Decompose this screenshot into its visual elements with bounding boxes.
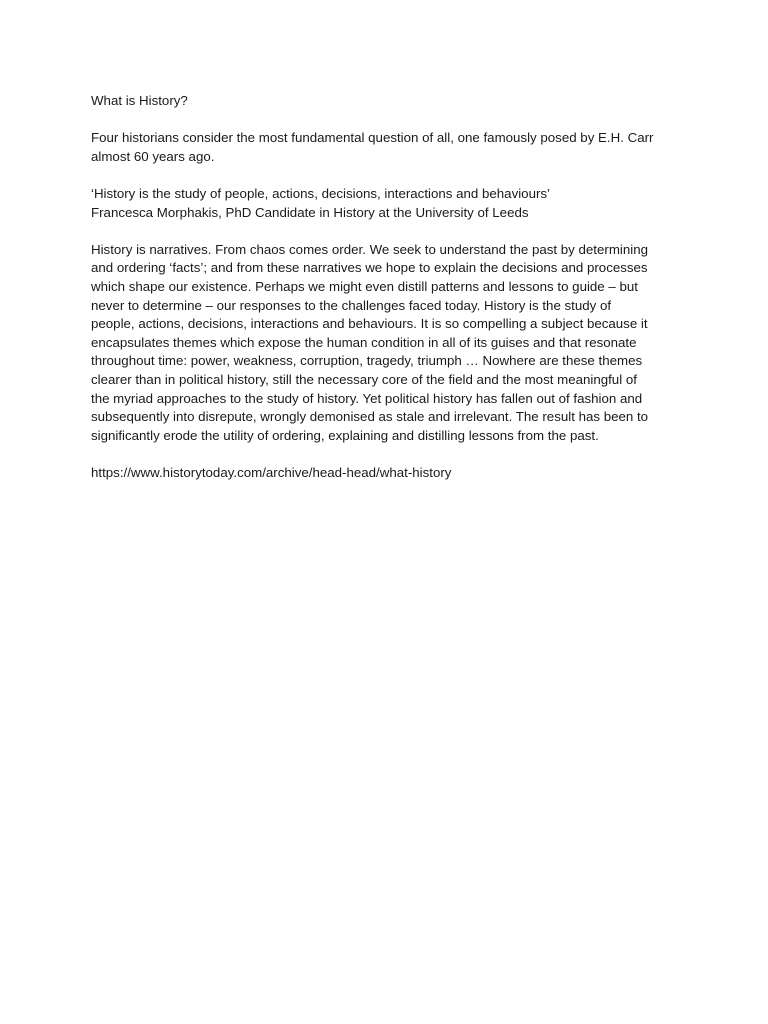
source-url: https://www.historytoday.com/archive/head-head/what-history: [91, 464, 452, 480]
body-line: subsequently into disrepute, wrongly demonised as stale and irrelevant. The result has been to: [91, 409, 649, 425]
paragraph-gap: [91, 111, 691, 130]
intro-line: almost 60 years ago.: [91, 148, 215, 164]
body-line: which shape our existence. Perhaps we might even distill patterns and lessons to guide – but: [91, 278, 638, 294]
body-paragraph: [91, 241, 691, 446]
body-line: throughout time: power, weakness, corruption, tragedy, triumph … Nowhere are these themes: [91, 353, 643, 369]
body-line: clearer than in political history, still the necessary core of the field and the most meaningful of: [91, 371, 637, 387]
quote-attribution: Francesca Morphakis, PhD Candidate in History at the University of Leeds: [91, 204, 529, 220]
body-line: significantly erode the utility of ordering, explaining and distilling lessons from the past.: [91, 427, 599, 443]
paragraph-gap: [91, 222, 691, 241]
intro-line: Four historians consider the most fundamental question of all, one famously posed by E.H. Carr: [91, 130, 654, 146]
body-line: the myriad approaches to the study of history. Yet political history has fallen out of fashion and: [91, 390, 643, 406]
quote-text: ‘History is the study of people, actions, decisions, interactions and behaviours’: [91, 185, 550, 201]
intro-paragraph: [91, 129, 691, 166]
document-body: [91, 92, 691, 482]
body-line: History is narratives. From chaos comes order. We seek to understand the past by determining: [91, 241, 648, 257]
body-line: encapsulates themes which expose the human condition in all of its guises and that resonate: [91, 334, 637, 350]
paragraph-gap: [91, 445, 691, 464]
body-line: never to determine – our responses to the challenges faced today. History is the study of: [91, 297, 612, 313]
paragraph-gap: [91, 166, 691, 185]
body-line: and ordering ‘facts’; and from these narratives we hope to explain the decisions and processes: [91, 260, 648, 276]
document-title: What is History?: [91, 93, 188, 108]
quote-block: [91, 185, 691, 222]
body-line: people, actions, decisions, interactions and behaviours. It is so compelling a subject because it: [91, 316, 648, 332]
